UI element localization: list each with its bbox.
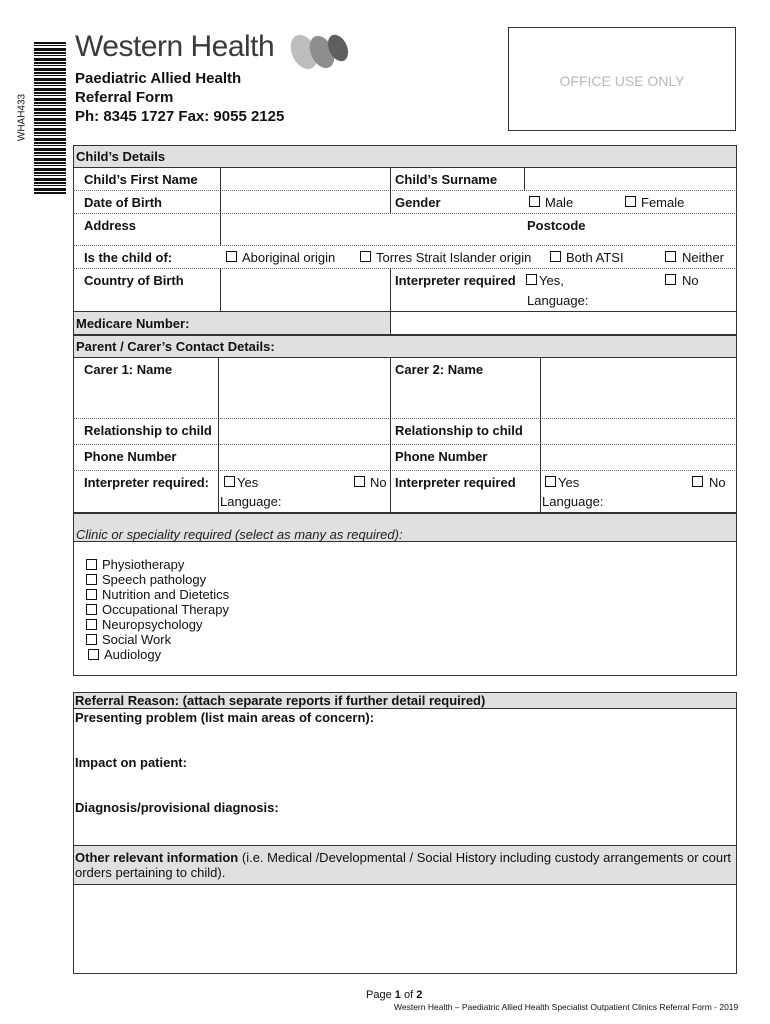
- speech-checkbox[interactable]: [86, 574, 97, 585]
- first-name-label: Child’s First Name: [84, 172, 198, 187]
- relationship2-input[interactable]: [542, 420, 734, 442]
- postcode-label: Postcode: [527, 218, 586, 233]
- surname-input[interactable]: [526, 169, 734, 189]
- other-info-text: (i.e. Medical /Developmental / Social History including custody arrangements or court: [241, 850, 732, 865]
- female-checkbox[interactable]: [625, 196, 636, 207]
- child-interpreter-label: Interpreter required: [395, 273, 516, 288]
- of-word: of: [403, 989, 414, 1001]
- is-child-of-label: Is the child of:: [84, 250, 173, 265]
- page-word: Page: [366, 989, 392, 1001]
- ot-checkbox[interactable]: [86, 604, 97, 615]
- aboriginal-label: Aboriginal origin: [242, 250, 336, 265]
- phone2-label: Phone Number: [395, 449, 488, 464]
- other-info-line2: orders pertaining to child).: [75, 865, 226, 880]
- social-work-checkbox[interactable]: [86, 634, 97, 645]
- carer1-name-input[interactable]: [220, 359, 388, 417]
- carer1-no-label: No: [370, 475, 387, 490]
- form-title-1: Paediatric Allied Health: [75, 70, 242, 87]
- other-info-input[interactable]: [75, 886, 735, 972]
- aboriginal-checkbox[interactable]: [226, 251, 237, 262]
- clinic-option-audiology: Audiology: [104, 647, 162, 662]
- carer1-yes-label: Yes: [237, 475, 259, 490]
- diagnosis-label: Diagnosis/provisional diagnosis:: [75, 800, 279, 815]
- address-label: Address: [84, 218, 137, 233]
- country-input[interactable]: [222, 270, 388, 310]
- page-total: 2: [416, 989, 423, 1001]
- child-interpreter-yes-label: Yes,: [539, 273, 564, 288]
- carer2-interpreter-no-checkbox[interactable]: [692, 476, 703, 487]
- clinic-option-physio: Physiotherapy: [102, 557, 185, 572]
- form-title-2: Referral Form: [75, 89, 174, 106]
- impact-label: Impact on patient:: [75, 755, 187, 770]
- carer1-language-label: Language:: [220, 494, 282, 509]
- clinic-option-speech: Speech pathology: [102, 572, 207, 587]
- clinic-option-nutrition: Nutrition and Dietetics: [102, 587, 230, 602]
- dob-label: Date of Birth: [84, 195, 162, 210]
- carer2-interpreter-yes-checkbox[interactable]: [545, 476, 556, 487]
- female-label: Female: [641, 195, 685, 210]
- carer1-name-label: Carer 1: Name: [84, 362, 173, 377]
- address-input[interactable]: [222, 215, 522, 243]
- child-interpreter-no-label: No: [682, 273, 699, 288]
- clinic-option-ot: Occupational Therapy: [102, 602, 229, 617]
- neither-checkbox[interactable]: [665, 251, 676, 262]
- carer2-language-label: Language:: [542, 494, 604, 509]
- carer2-yes-label: Yes: [558, 475, 580, 490]
- gender-label: Gender: [395, 195, 441, 210]
- dob-input[interactable]: [222, 192, 388, 212]
- form-title-3: Ph: 8345 1727 Fax: 9055 2125: [75, 108, 285, 125]
- form-code: WHAH433: [16, 93, 28, 142]
- relationship2-label: Relationship to child: [395, 423, 523, 438]
- phone1-input[interactable]: [220, 446, 388, 468]
- male-label: Male: [545, 195, 574, 210]
- child-section-title: Child’s Details: [76, 149, 166, 164]
- physio-checkbox[interactable]: [86, 559, 97, 570]
- carer1-interpreter-no-checkbox[interactable]: [354, 476, 365, 487]
- audiology-checkbox[interactable]: [88, 649, 99, 660]
- carer2-interpreter-label: Interpreter required: [395, 475, 516, 490]
- both-atsi-checkbox[interactable]: [550, 251, 561, 262]
- footer-text: Western Health – Paediatric Allied Health Specialist Outpatient Clinics Referral Form - 2019: [394, 1002, 739, 1012]
- relationship1-label: Relationship to child: [84, 423, 212, 438]
- barcode: [34, 42, 66, 194]
- torres-checkbox[interactable]: [360, 251, 371, 262]
- child-interpreter-yes-checkbox[interactable]: [526, 274, 537, 285]
- carer2-no-label: No: [709, 475, 726, 490]
- neuropsych-checkbox[interactable]: [86, 619, 97, 630]
- country-label: Country of Birth: [84, 273, 184, 288]
- page-number: [366, 989, 422, 1001]
- phone1-label: Phone Number: [84, 449, 177, 464]
- both-atsi-label: Both ATSI: [566, 250, 624, 265]
- other-info-line1: [75, 850, 737, 865]
- male-checkbox[interactable]: [529, 196, 540, 207]
- carer2-name-input[interactable]: [542, 359, 734, 417]
- carer-section-title: Parent / Carer’s Contact Details:: [76, 339, 275, 354]
- page-current: 1: [394, 989, 401, 1001]
- carer1-interpreter-yes-checkbox[interactable]: [224, 476, 235, 487]
- other-info-bold: Other relevant information: [75, 850, 239, 865]
- clinic-section-title: Clinic or speciality required (select as many as required):: [76, 527, 403, 542]
- child-section-bg: [74, 146, 736, 167]
- logo-icon: [284, 30, 354, 74]
- relationship1-input[interactable]: [220, 420, 388, 442]
- nutrition-checkbox[interactable]: [86, 589, 97, 600]
- phone2-input[interactable]: [542, 446, 734, 468]
- logo-text: Western Health: [75, 30, 275, 63]
- neither-label: Neither: [682, 250, 724, 265]
- surname-label: Child’s Surname: [395, 172, 498, 187]
- child-language-label: Language:: [527, 293, 589, 308]
- carer2-name-label: Carer 2: Name: [395, 362, 484, 377]
- carer1-interpreter-label: Interpreter required:: [84, 475, 209, 490]
- presenting-problem-label: Presenting problem (list main areas of concern):: [75, 710, 375, 725]
- torres-label: Torres Strait Islander origin: [376, 250, 532, 265]
- office-use-label: OFFICE USE ONLY: [559, 73, 685, 89]
- clinic-option-social-work: Social Work: [102, 632, 172, 647]
- referral-section-title: Referral Reason: (attach separate reports if further detail required): [75, 693, 486, 708]
- medicare-label: Medicare Number:: [76, 316, 190, 331]
- first-name-input[interactable]: [222, 169, 388, 189]
- clinic-option-neuropsych: Neuropsychology: [102, 617, 203, 632]
- medicare-input[interactable]: [392, 313, 735, 333]
- child-interpreter-no-checkbox[interactable]: [665, 274, 676, 285]
